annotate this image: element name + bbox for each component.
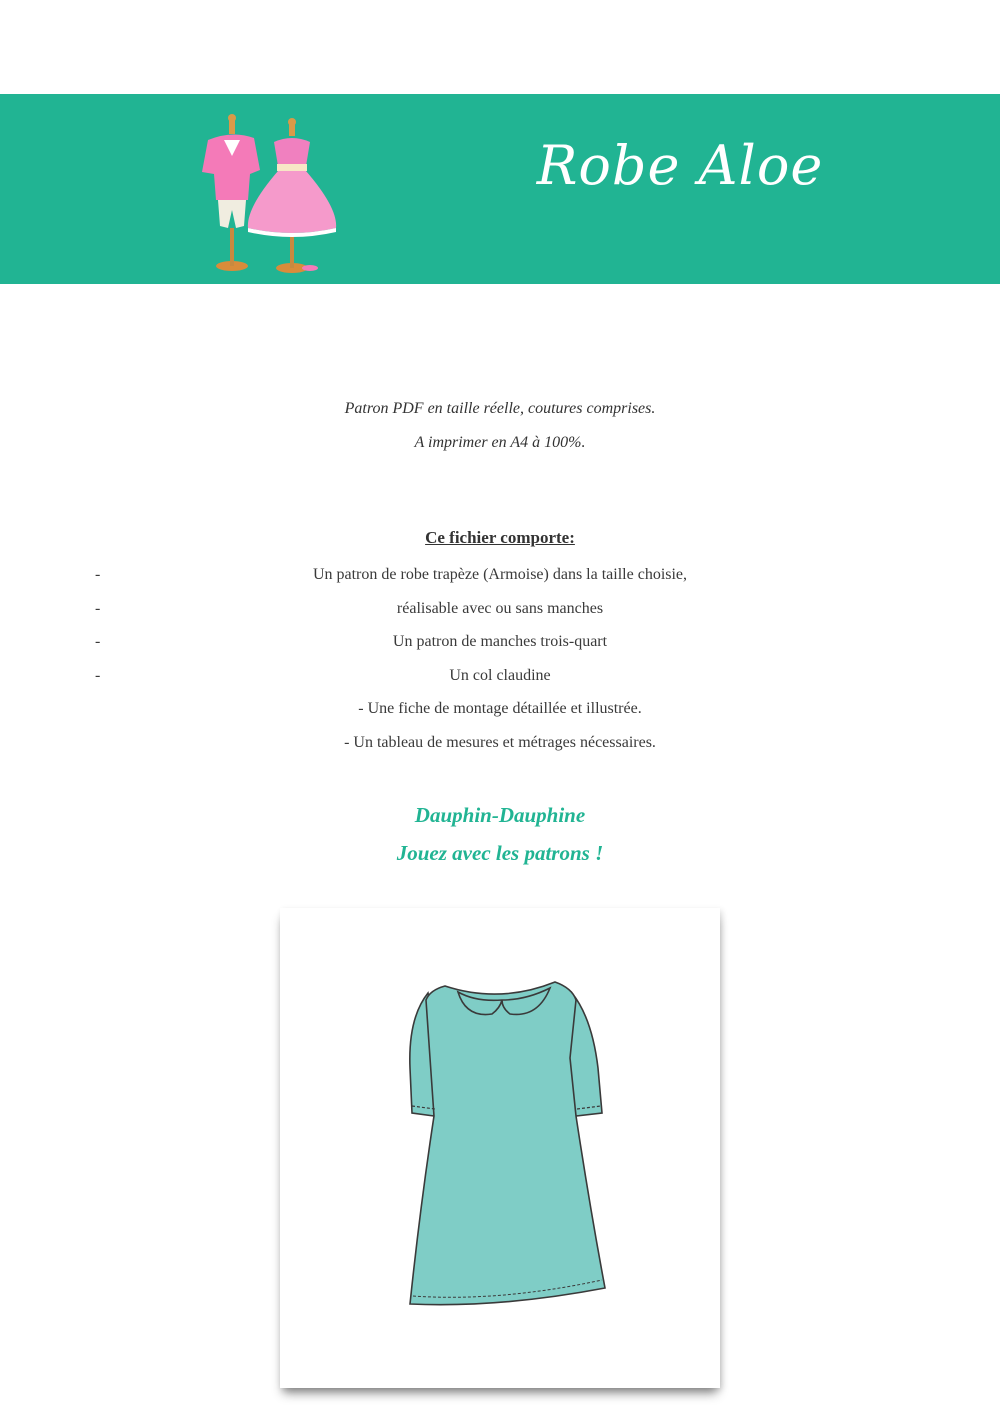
list-item [0, 692, 1000, 726]
page-title: Robe Aloe [536, 134, 824, 197]
list-item [0, 659, 1000, 693]
brand-slogan: Jouez avec les patrons ! [396, 841, 604, 865]
header-banner [0, 94, 1000, 284]
contents-heading: Ce fichier comporte: [425, 528, 575, 547]
bullet-dash: - [95, 599, 101, 617]
list-item [0, 558, 1000, 592]
list-item-text: Un col claudine [449, 666, 551, 684]
dress-sketch-icon [280, 908, 720, 1388]
contents-list [0, 558, 1000, 759]
bullet-dash: - [95, 666, 101, 684]
bullet-dash: - [95, 633, 101, 650]
list-item-text: - Un tableau de mesures et métrages nécessaires. [344, 733, 656, 751]
intro-line: A imprimer en A4 à 100%. [414, 434, 586, 451]
list-item-text: - Une fiche de montage détaillée et illustrée. [358, 700, 642, 717]
intro-line: Patron PDF en taille réelle, coutures comprises. [344, 400, 656, 417]
list-item-text: Un patron de robe trapèze (Armoise) dans la taille choisie, [312, 566, 688, 583]
contents-section [0, 528, 1000, 759]
list-item [0, 726, 1000, 760]
bullet-dash: - [95, 566, 101, 583]
list-item-text: Un patron de manches trois-quart [392, 633, 608, 650]
list-item [0, 592, 1000, 626]
tagline-block [0, 796, 1000, 872]
list-item [0, 625, 1000, 659]
dress-mannequins-logo [188, 100, 348, 280]
intro-block [0, 392, 1000, 460]
dress-illustration [280, 908, 720, 1388]
list-item-text: réalisable avec ou sans manches [396, 599, 604, 617]
brand-name: Dauphin-Dauphine [414, 803, 586, 827]
